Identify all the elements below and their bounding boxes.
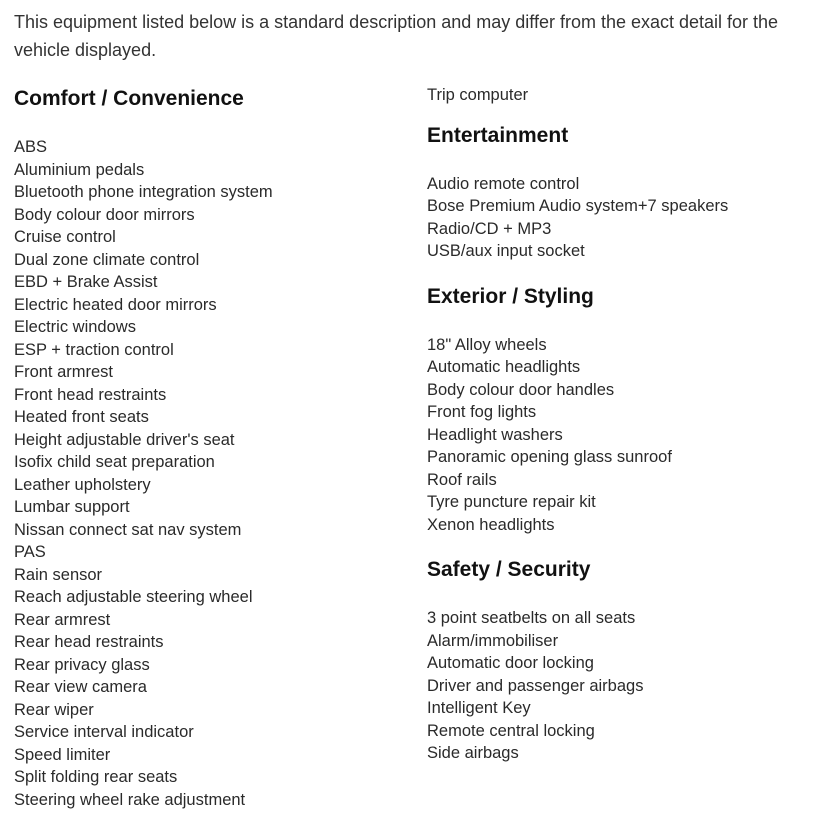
equipment-column-left	[14, 84, 414, 811]
comfort-list-item: Split folding rear seats	[14, 768, 178, 786]
section-title-entertainment: Entertainment	[427, 123, 569, 147]
exterior-list-item: Automatic headlights	[427, 358, 581, 376]
exterior-list-item: Xenon headlights	[427, 515, 555, 534]
comfort-list-item: Heated front seats	[14, 408, 149, 426]
safety-list-item: Driver and passenger airbags	[427, 676, 644, 695]
equipment-column-right	[427, 84, 822, 765]
comfort-list-item: Rear head restraints	[14, 633, 164, 651]
exterior-list-item: Panoramic opening glass sunroof	[427, 448, 672, 466]
exterior-list	[427, 334, 822, 537]
comfort-list-item: ESP + traction control	[14, 340, 174, 359]
comfort-list	[14, 136, 414, 811]
comfort-list-item: Front head restraints	[14, 385, 167, 404]
safety-list-item: Side airbags	[427, 744, 519, 762]
entertainment-list	[427, 173, 822, 263]
comfort-list-item: Leather upholstery	[14, 475, 151, 494]
comfort-list-item: Rear privacy glass	[14, 655, 150, 674]
comfort-list-item: Body colour door mirrors	[14, 205, 195, 224]
comfort-list-item: Height adjustable driver's seat	[14, 430, 235, 449]
equipment-disclaimer: This equipment listed below is a standard description and may differ from the exact detail for the vehicle displayed.	[14, 12, 779, 60]
safety-list-item: Intelligent Key	[427, 699, 531, 717]
comfort-list-item: Rear armrest	[14, 610, 111, 629]
exterior-list-item: Body colour door handles	[427, 380, 615, 399]
comfort-list-item: Front armrest	[14, 363, 114, 381]
safety-list-item: Remote central locking	[427, 721, 595, 740]
comfort-list-item: Cruise control	[14, 228, 116, 246]
comfort-list-item: Speed limiter	[14, 745, 111, 764]
safety-list-item: 3 point seatbelts on all seats	[427, 609, 636, 627]
comfort-list-item: Reach adjustable steering wheel	[14, 588, 253, 606]
safety-list-item: Automatic door locking	[427, 654, 594, 672]
comfort-list-item: PAS	[14, 543, 46, 561]
comfort-list-item: EBD + Brake Assist	[14, 273, 158, 291]
section-title-exterior: Exterior / Styling	[427, 284, 594, 308]
exterior-list-item: Tyre puncture repair kit	[427, 493, 596, 511]
comfort-list-item: Electric heated door mirrors	[14, 295, 217, 314]
entertainment-list-item: Audio remote control	[427, 174, 580, 193]
comfort-list-item: Rear wiper	[14, 700, 94, 719]
exterior-list-item: Headlight washers	[427, 425, 563, 444]
comfort-list-item: Isofix child seat preparation	[14, 453, 215, 471]
exterior-list-item: Roof rails	[427, 470, 497, 489]
entertainment-list-item: Radio/CD + MP3	[427, 219, 552, 238]
comfort-list-item: Dual zone climate control	[14, 250, 200, 269]
comfort-list-item: Aluminium pedals	[14, 160, 145, 179]
comfort-list-item: Trip computer	[427, 86, 529, 104]
comfort-list-item: Lumbar support	[14, 498, 130, 516]
exterior-list-item: Front fog lights	[427, 403, 537, 421]
comfort-list-item: Rear view camera	[14, 678, 147, 696]
entertainment-list-item: USB/aux input socket	[427, 242, 585, 260]
comfort-list-item: Electric windows	[14, 318, 136, 336]
comfort-list-item: Rain sensor	[14, 565, 103, 584]
comfort-list-item: ABS	[14, 138, 48, 156]
safety-list	[427, 607, 822, 765]
comfort-list-continued	[427, 84, 822, 107]
exterior-list-item: 18" Alloy wheels	[427, 335, 547, 354]
comfort-list-item: Steering wheel rake adjustment	[14, 790, 246, 809]
comfort-list-item: Service interval indicator	[14, 723, 194, 741]
section-title-comfort: Comfort / Convenience	[14, 87, 244, 110]
safety-list-item: Alarm/immobiliser	[427, 631, 559, 650]
section-title-safety: Safety / Security	[427, 558, 591, 581]
entertainment-list-item: Bose Premium Audio system+7 speakers	[427, 197, 729, 215]
comfort-list-item: Nissan connect sat nav system	[14, 520, 242, 539]
comfort-list-item: Bluetooth phone integration system	[14, 183, 273, 201]
